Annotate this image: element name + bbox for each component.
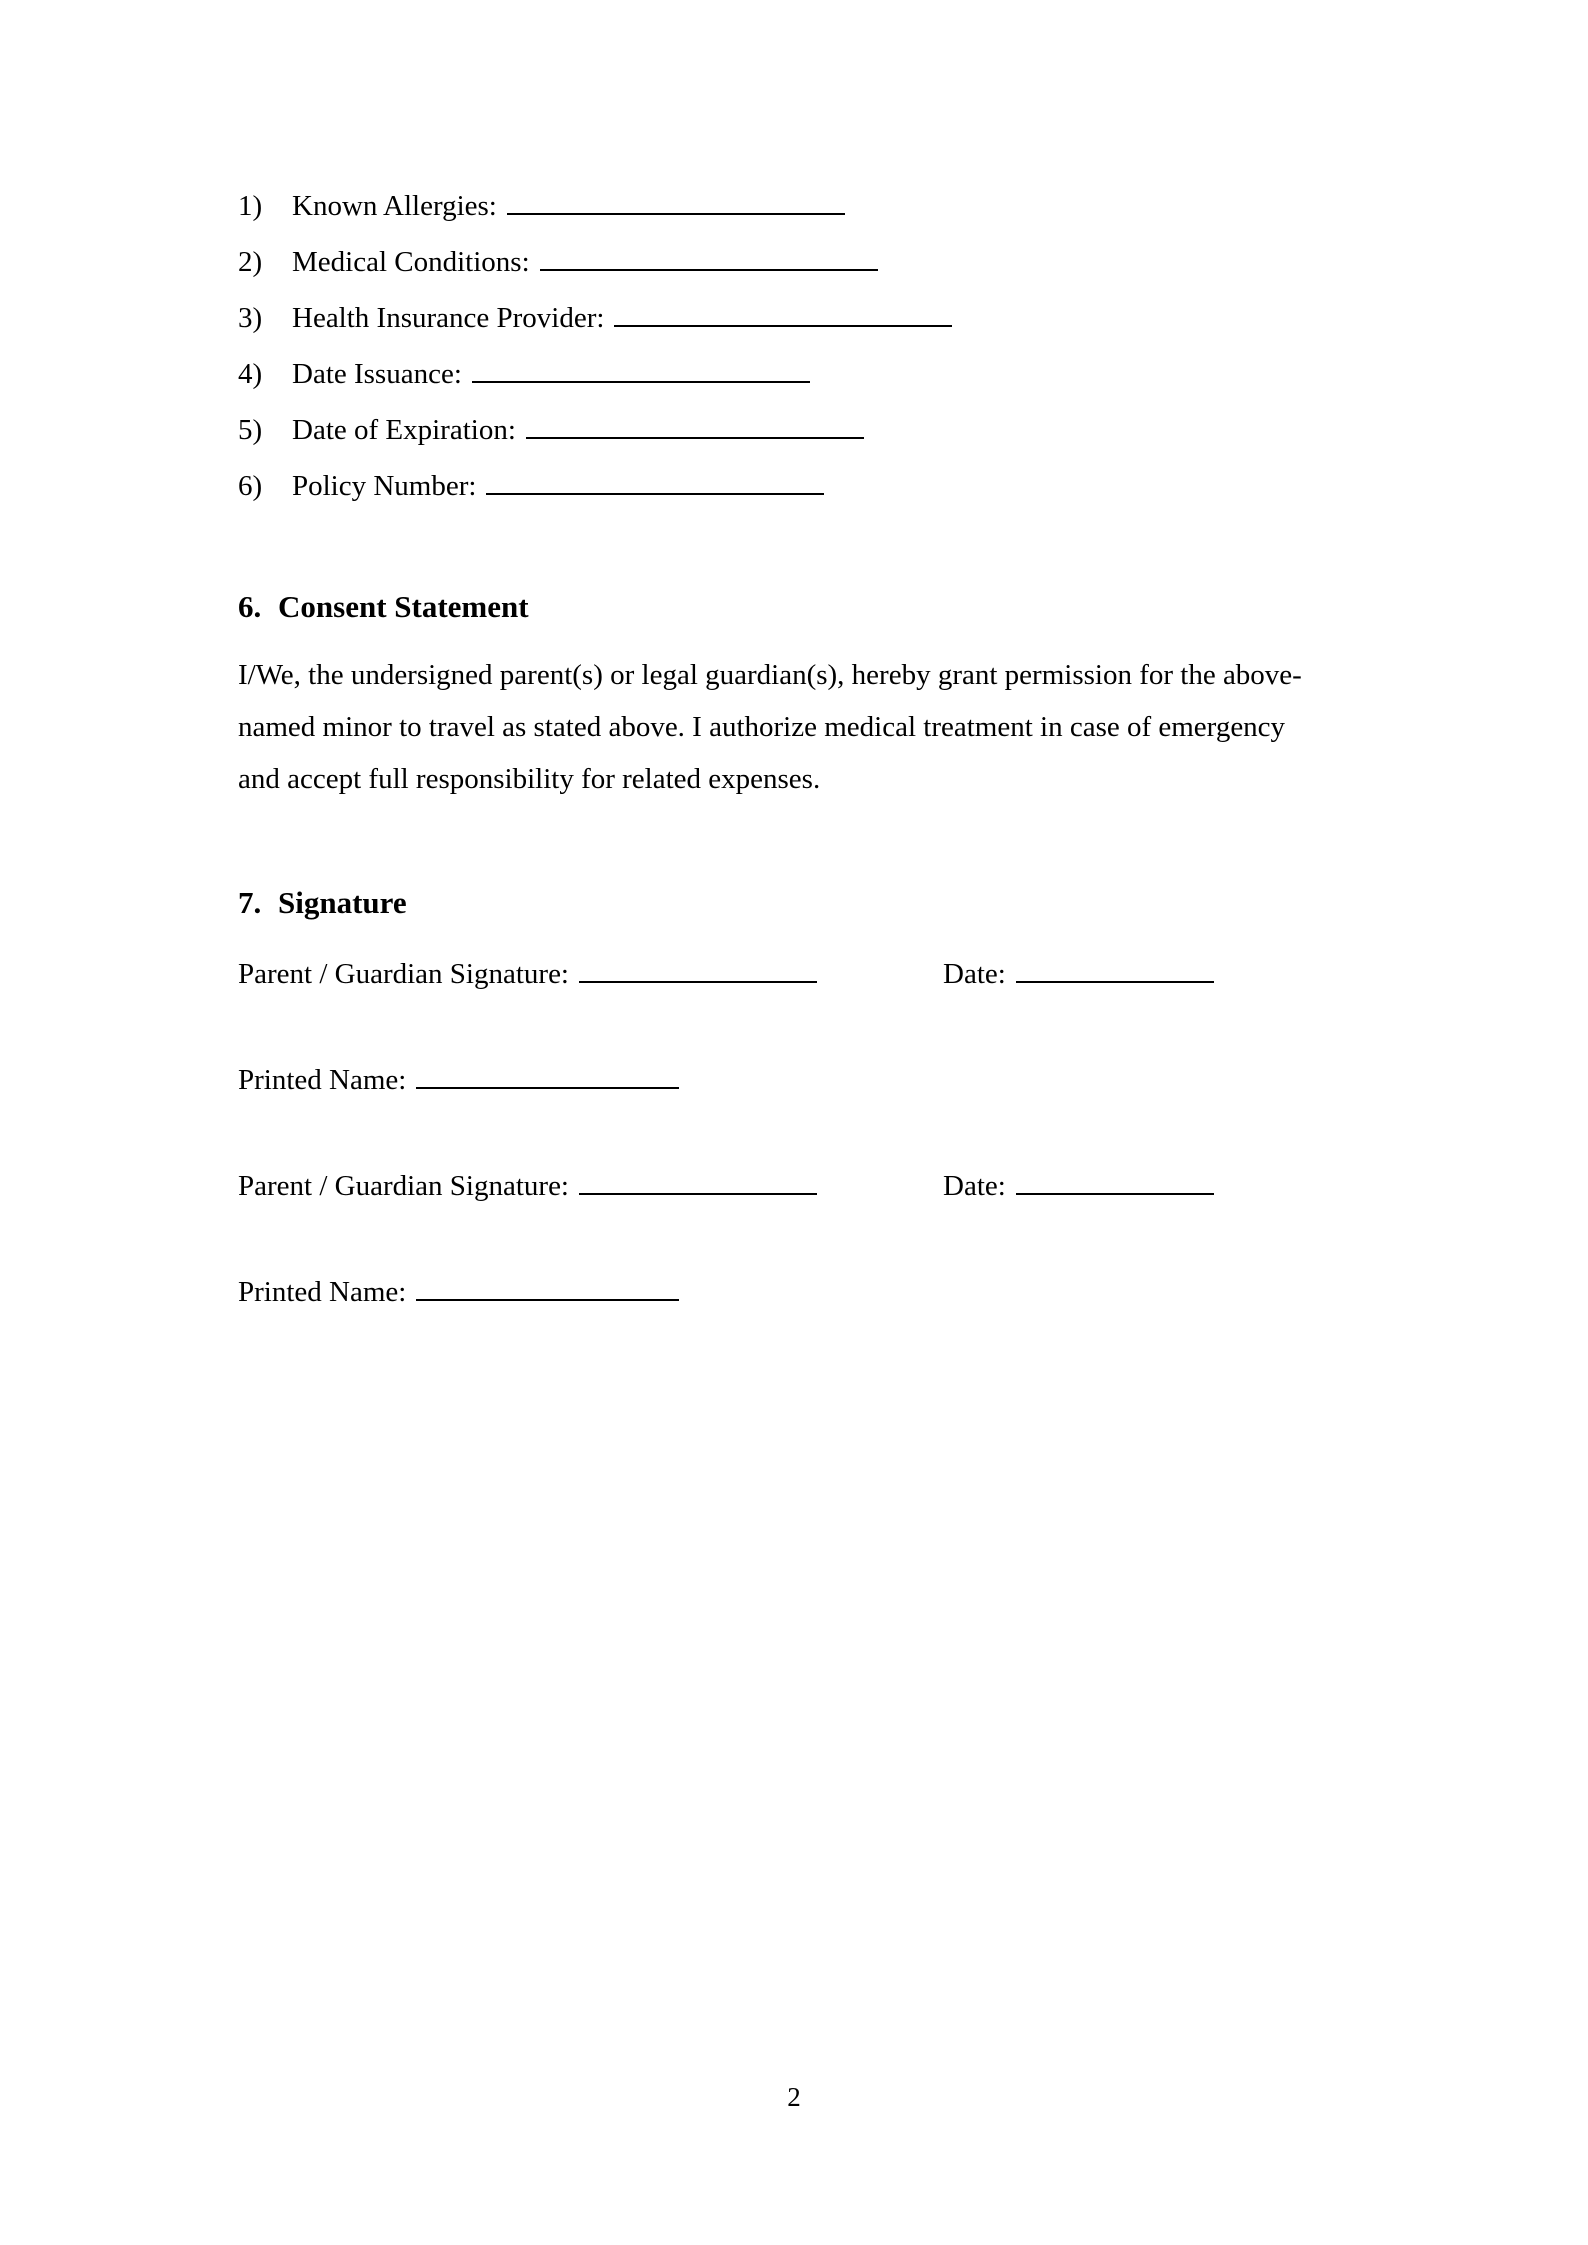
known-allergies-blank[interactable] [507, 190, 845, 215]
list-item-marker: 1) [238, 190, 263, 222]
printed-name-row-1 [238, 1053, 1348, 1107]
page-number: 2 [787, 2082, 801, 2112]
medical-info-list [238, 178, 1348, 514]
date-blank-2[interactable] [1016, 1171, 1214, 1195]
policy-number-blank[interactable] [486, 470, 824, 495]
printed-name-blank-2[interactable] [416, 1277, 679, 1301]
list-item [238, 234, 1348, 290]
list-item-marker: 2) [238, 246, 263, 278]
page-content [238, 178, 1348, 1319]
date-blank-1[interactable] [1016, 959, 1214, 983]
consent-statement-heading [238, 587, 1348, 627]
list-item [238, 458, 1348, 514]
date-group-2 [943, 1159, 1214, 1213]
list-item-label: Date of Expiration: [292, 414, 516, 446]
parent-guardian-signature-label: Parent / Guardian Signature: [238, 958, 569, 990]
consent-statement-body: I/We, the undersigned parent(s) or legal guardian(s), hereby grant permission for the above-named minor to travel as stated above. I authorize medical treatment in case of emergency and accept full responsibility for related expenses. [238, 659, 1302, 795]
signature-section-number: 7. [238, 885, 262, 920]
consent-section-title: Consent Statement [278, 589, 529, 624]
health-insurance-provider-blank[interactable] [614, 302, 952, 327]
list-item [238, 178, 1348, 234]
list-item-marker: 4) [238, 358, 263, 390]
signature-block [238, 947, 1348, 1319]
date-label: Date: [943, 958, 1006, 990]
list-item-label: Policy Number: [292, 470, 477, 502]
list-item [238, 346, 1348, 402]
list-item-marker: 6) [238, 470, 263, 502]
list-item-label: Health Insurance Provider: [292, 302, 605, 334]
parent-guardian-signature-blank-2[interactable] [579, 1171, 817, 1195]
signature-section-title: Signature [278, 885, 407, 920]
list-item [238, 290, 1348, 346]
signature-row-2 [238, 1159, 1348, 1213]
printed-name-label: Printed Name: [238, 1064, 407, 1096]
consent-section-number: 6. [238, 589, 262, 624]
parent-guardian-signature-label: Parent / Guardian Signature: [238, 1170, 569, 1202]
list-item-marker: 3) [238, 302, 263, 334]
printed-name-row-2 [238, 1265, 1348, 1319]
date-of-expiration-blank[interactable] [526, 414, 864, 439]
signature-row-1 [238, 947, 1348, 1001]
date-issuance-blank[interactable] [472, 358, 810, 383]
medical-conditions-blank[interactable] [540, 246, 878, 271]
date-group-1 [943, 947, 1214, 1001]
list-item-label: Known Allergies: [292, 190, 497, 222]
list-item-label: Medical Conditions: [292, 246, 530, 278]
list-item-label: Date Issuance: [292, 358, 462, 390]
list-item [238, 402, 1348, 458]
list-item-marker: 5) [238, 414, 263, 446]
parent-guardian-signature-blank-1[interactable] [579, 959, 817, 983]
printed-name-label: Printed Name: [238, 1276, 407, 1308]
signature-heading [238, 883, 1348, 923]
printed-name-blank-1[interactable] [416, 1065, 679, 1089]
date-label: Date: [943, 1170, 1006, 1202]
